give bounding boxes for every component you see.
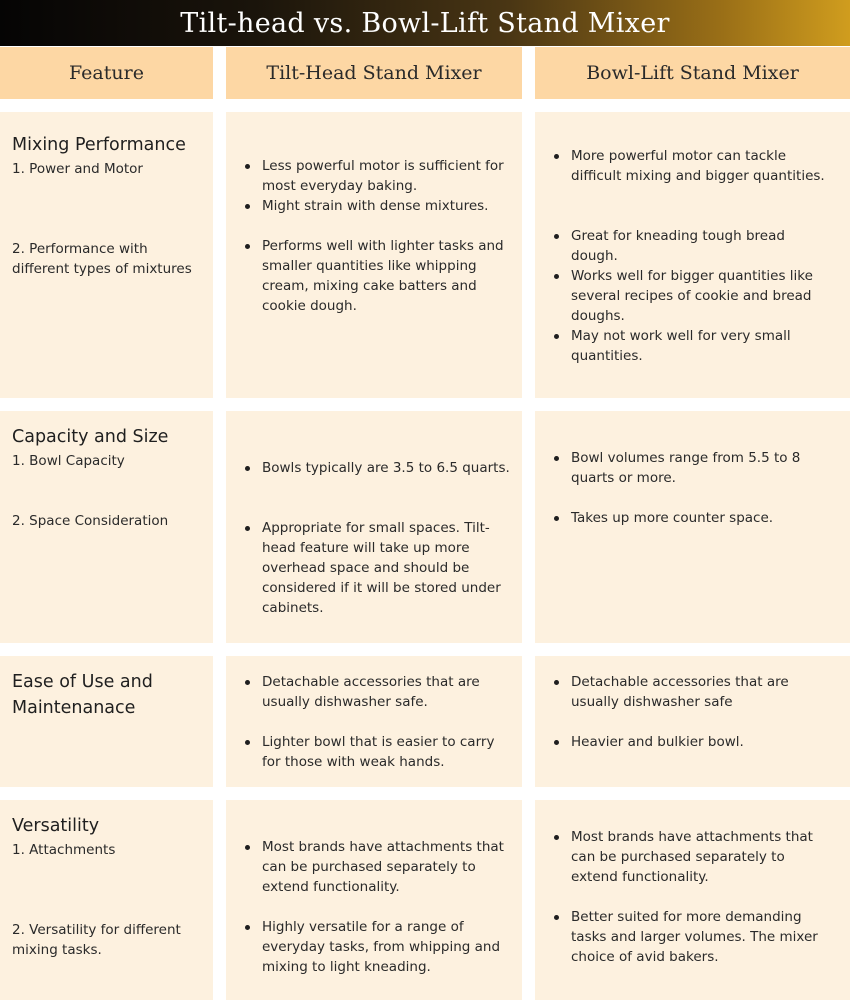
row-capacity-size-tilt	[226, 411, 522, 643]
bullet-list	[226, 458, 516, 478]
bullet-list	[535, 448, 835, 488]
row-capacity-size-feature	[0, 411, 213, 643]
row-versatility-feature	[0, 800, 213, 1000]
row-versatility-bowl	[535, 800, 850, 1000]
row-mixing-performance-feature	[0, 112, 213, 398]
bullet-item: Performs well with lighter tasks and smaller quantities like whipping cream, mixing cake batters and cookie dough.	[226, 236, 516, 316]
bullet-item: Detachable accessories that are usually dishwasher safe.	[226, 672, 516, 712]
bullet-item: Most brands have attachments that can be purchased separately to extend functionality.	[226, 837, 516, 897]
feature-subitem: 1. Attachments	[12, 842, 116, 858]
bullet-item: Highly versatile for a range of everyday tasks, from whipping and mixing to light kneading.	[226, 917, 516, 977]
bullet-item: Heavier and bulkier bowl.	[535, 732, 835, 752]
row-versatility-tilt	[226, 800, 522, 1000]
feature-subitem: 2. Space Consideration	[12, 513, 169, 529]
feature-title: Capacity and Size	[12, 427, 169, 447]
feature-subitem: 1. Power and Motor	[12, 161, 143, 177]
feature-subitem: 2. Versatility for different mixing tasks.	[12, 922, 181, 958]
bullet-item: Might strain with dense mixtures.	[226, 196, 516, 216]
bullet-list	[535, 827, 835, 887]
row-mixing-performance-tilt	[226, 112, 522, 398]
bullet-list	[226, 672, 516, 712]
bullet-item: More powerful motor can tackle difficult mixing and bigger quantities.	[535, 146, 835, 186]
bullet-item: Detachable accessories that are usually dishwasher safe	[535, 672, 835, 712]
header-bowl-lift: Bowl-Lift Stand Mixer	[535, 47, 850, 99]
bullet-list	[226, 156, 516, 216]
bullet-item: May not work well for very small quantities.	[535, 326, 835, 366]
row-ease-of-use-bowl	[535, 656, 850, 787]
bullet-item: Less powerful motor is sufficient for most everyday baking.	[226, 156, 516, 196]
bullet-list	[535, 146, 835, 186]
bullet-item: Appropriate for small spaces. Tilt-head feature will take up more overhead space and should be considered if it will be stored under cabinets.	[226, 518, 516, 618]
bullet-list	[535, 226, 835, 366]
title-bar	[0, 0, 850, 46]
header-tilt-head: Tilt-Head Stand Mixer	[226, 47, 522, 99]
row-mixing-performance-bowl	[535, 112, 850, 398]
bullet-list	[535, 672, 835, 712]
bullet-item: Bowls typically are 3.5 to 6.5 quarts.	[226, 458, 516, 478]
row-capacity-size-bowl	[535, 411, 850, 643]
header-feature: Feature	[0, 47, 213, 99]
bullet-list	[535, 732, 835, 752]
bullet-list	[535, 508, 835, 528]
bullet-item: Great for kneading tough bread dough.	[535, 226, 835, 266]
bullet-list	[535, 907, 835, 967]
feature-title: Mixing Performance	[12, 135, 186, 155]
feature-subitem: 2. Performance with different types of mixtures	[12, 241, 192, 277]
bullet-item: Bowl volumes range from 5.5 to 8 quarts or more.	[535, 448, 835, 488]
row-ease-of-use-tilt	[226, 656, 522, 787]
bullet-list	[226, 518, 516, 618]
bullet-item: Most brands have attachments that can be purchased separately to extend functionality.	[535, 827, 835, 887]
feature-title: Versatility	[12, 816, 100, 836]
bullet-list	[226, 236, 516, 316]
bullet-list	[226, 917, 516, 977]
bullet-item: Better suited for more demanding tasks and larger volumes. The mixer choice of avid bakers.	[535, 907, 835, 967]
bullet-item: Takes up more counter space.	[535, 508, 835, 528]
page-title: Tilt-head vs. Bowl-Lift Stand Mixer	[180, 7, 670, 39]
bullet-list	[226, 837, 516, 897]
bullet-list	[226, 732, 516, 772]
bullet-item: Lighter bowl that is easier to carry for those with weak hands.	[226, 732, 516, 772]
row-ease-of-use-feature	[0, 656, 213, 787]
feature-title: Ease of Use and Maintenanace	[12, 672, 153, 718]
bullet-item: Works well for bigger quantities like several recipes of cookie and bread doughs.	[535, 266, 835, 326]
feature-subitem: 1. Bowl Capacity	[12, 453, 125, 469]
